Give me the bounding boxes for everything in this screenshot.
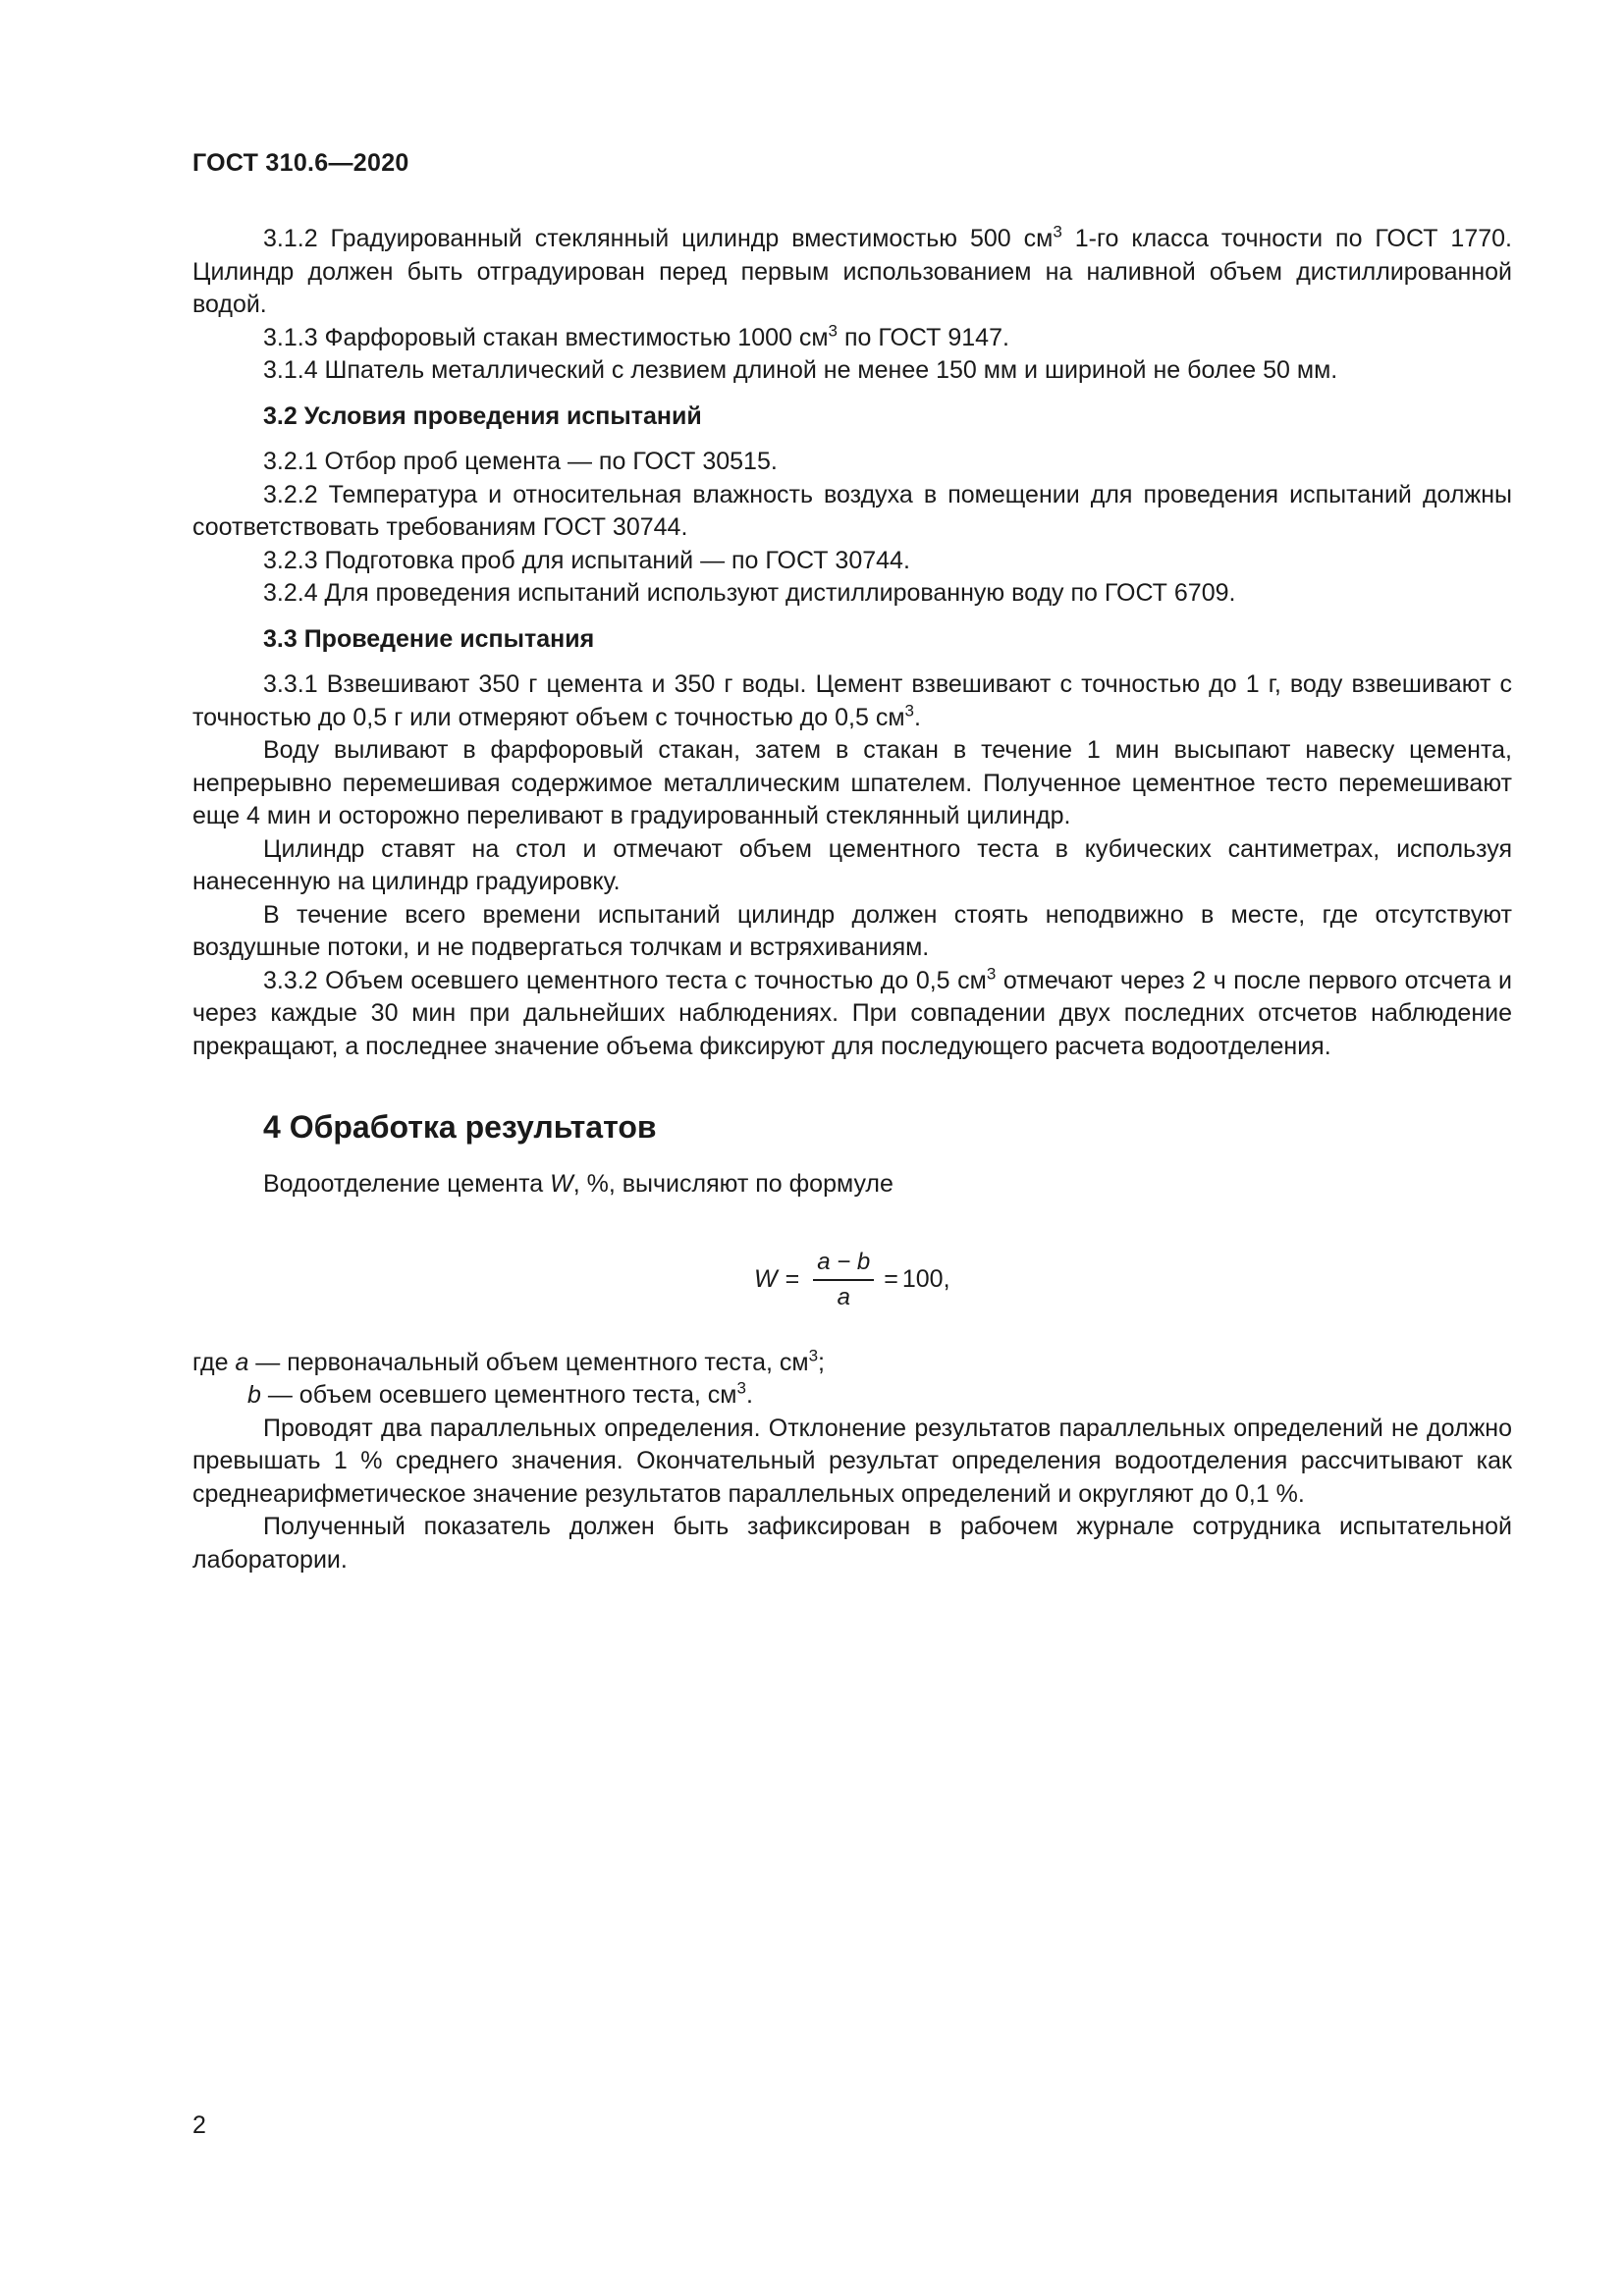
superscript: 3: [986, 964, 997, 984]
superscript: 3: [904, 701, 914, 721]
text-span: 3.1.3 Фарфоровый стакан вместимостью 1000 см: [263, 323, 829, 351]
page-number: 2: [192, 2111, 206, 2139]
paragraph-water: Воду выливают в фарфоровый стакан, затем в стакан в течение 1 мин высыпают навеску цемента, непрерывно перемешивая содержимое металлическим шпателем. Полученное цементное тесто перемешивают еще 4 мин и осторожно переливают в градуированный стеклянный цилиндр.: [192, 736, 1512, 829]
text-span: отмечают через 2 ч после первого отсчета и через каждые 30 мин при дальнейших наблюдениях. При совпадении двух последних отсчетов наблюдение прекращают, а последнее значение объема фиксируют для последующего расчета водоотделения.: [192, 966, 1513, 1060]
paragraph-journal: Полученный показатель должен быть зафиксирован в рабочем журнале сотрудника испытательной лаборатории.: [192, 1513, 1512, 1574]
paragraph-cylinder: Цилиндр ставят на стол и отмечают объем цементного теста в кубических сантиметрах, используя нанесенную на цилиндр градуировку.: [192, 834, 1512, 895]
paragraph-3-1-2: [192, 223, 1512, 322]
where-line-b: [192, 1379, 1512, 1413]
text-span: по ГОСТ 9147.: [838, 323, 1009, 351]
section-title-4: 4 Обработка результатов: [263, 1109, 657, 1145]
formula-lhs: W: [754, 1264, 778, 1293]
text-span: 3.3.1 Взвешивают 350 г цемента и 350 г воды. Цемент взвешивают с точностью до 1 г, воду взвешивают с точностью до 0,5 г или отмеряют объем с точностью до 0,5 см: [192, 670, 1512, 731]
subsection-title-3-2: 3.2 Условия проведения испытаний: [263, 401, 702, 430]
formula-equals: =: [884, 1264, 898, 1293]
document-body: [192, 223, 1512, 1576]
text-span: .: [745, 1381, 753, 1409]
paragraph-3-1-3: [192, 322, 1512, 355]
paragraph-3-2-1: 3.2.1 Отбор проб цемента — по ГОСТ 30515.: [263, 448, 778, 475]
paragraph-3-2-3: 3.2.3 Подготовка проб для испытаний — по ГОСТ 30744.: [263, 546, 910, 574]
paragraph-3-2-4: 3.2.4 Для проведения испытаний используют дистиллированную воду по ГОСТ 6709.: [263, 579, 1236, 607]
paragraph-3-3-1: [192, 668, 1512, 734]
formula-denominator: a: [837, 1283, 850, 1310]
variable: b: [247, 1381, 261, 1409]
paragraph-3-1-4: 3.1.4 Шпатель металлический с лезвием длиной не менее 150 мм и шириной не более 50 мм.: [263, 356, 1338, 384]
superscript: 3: [736, 1378, 746, 1398]
text-span: .: [913, 703, 921, 731]
formula-fraction: [813, 1248, 874, 1312]
paragraph-time: В течение всего времени испытаний цилиндр должен стоять неподвижно в месте, где отсутствуют воздушные потоки, и не подвергаться толчкам и встряхиваниям.: [192, 900, 1512, 961]
where-line-a: [192, 1347, 1512, 1380]
superscript: 3: [828, 321, 839, 341]
text-span: где: [192, 1348, 236, 1376]
formula: [192, 1241, 1512, 1319]
text-span: Водоотделение цемента: [263, 1170, 551, 1198]
formula-rhs: 100,: [901, 1264, 950, 1293]
document-header: ГОСТ 310.6—2020: [192, 149, 409, 177]
superscript: 3: [808, 1346, 819, 1365]
formula-equals: =: [785, 1264, 800, 1293]
text-span: ;: [818, 1348, 825, 1376]
text-span: 1-го класса точности по ГОСТ 1770. Цилиндр должен быть отградуирован перед первым использованием на наливной объем дистиллированной водой.: [192, 225, 1512, 318]
text-span: — объем осевшего цементного теста, см: [260, 1381, 737, 1409]
text-span: — первоначальный объем цементного теста, см: [248, 1348, 809, 1376]
text-span: 3.3.2 Объем осевшего цементного теста с точностью до 0,5 см: [263, 966, 987, 994]
paragraph-formula-intro: [192, 1168, 1512, 1201]
text-span: , %, вычисляют по формуле: [572, 1170, 893, 1198]
formula-numerator: a − b: [813, 1248, 874, 1281]
paragraph-parallel: Проводят два параллельных определения. Отклонение результатов параллельных определений не должно превышать 1 % среднего значения. Окончательный результат определения водоотделения рассчитывают как среднеарифметическое значение результатов параллельных определений и округляют до 0,1 %.: [192, 1414, 1512, 1508]
superscript: 3: [1053, 222, 1062, 241]
variable: a: [235, 1348, 249, 1376]
variable: W: [550, 1170, 573, 1198]
subsection-title-3-3: 3.3 Проведение испытания: [263, 624, 595, 653]
paragraph-3-2-2: 3.2.2 Температура и относительная влажность воздуха в помещении для проведения испытаний должны соответствовать требованиям ГОСТ 30744.: [192, 480, 1512, 541]
paragraph-3-3-2: [192, 965, 1512, 1064]
text-span: 3.1.2 Градуированный стеклянный цилиндр вместимостью 500 см: [263, 225, 1054, 252]
formula-expression: [754, 1241, 950, 1319]
